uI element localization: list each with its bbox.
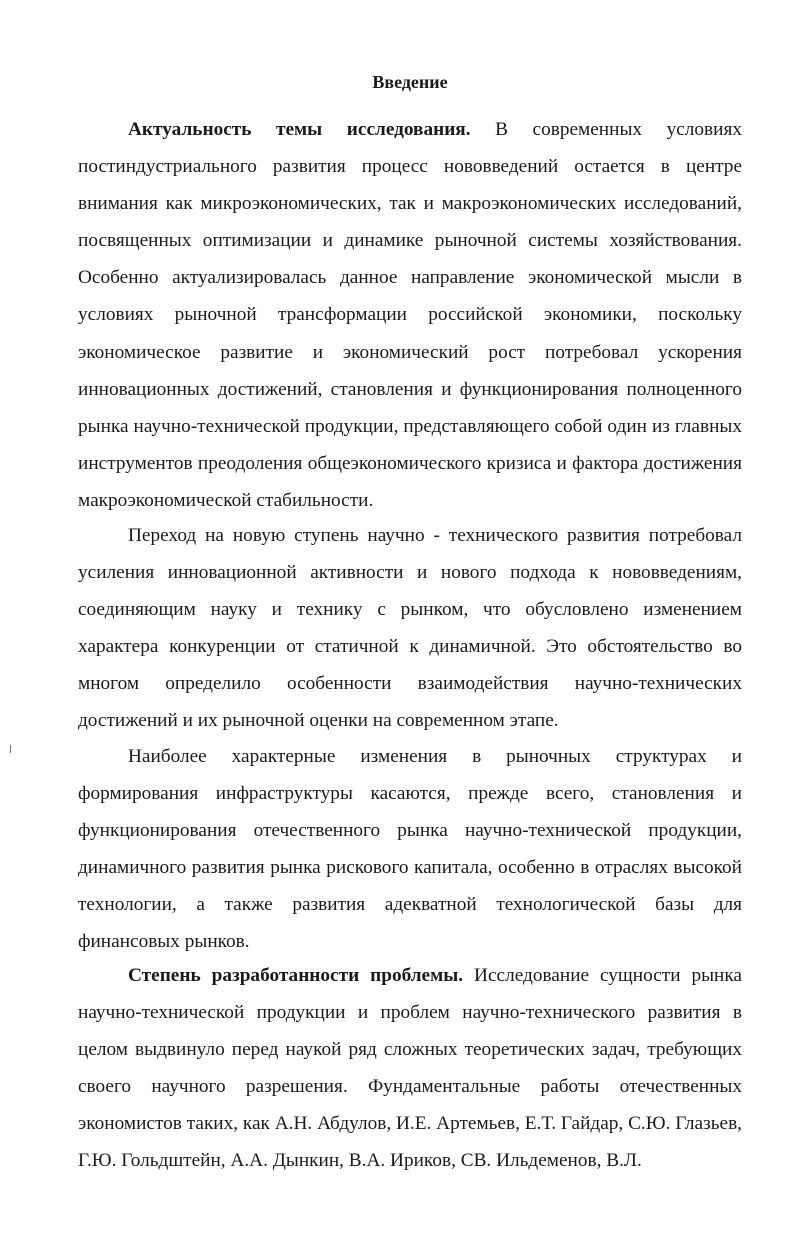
paragraph-relevance-lead: Актуальность темы исследования. — [128, 119, 471, 140]
paragraph-changes — [78, 738, 742, 961]
paragraph-relevance — [78, 111, 742, 519]
paragraph-transition-text: Переход на новую ступень научно - технического развития потребовал усиления инновационной активности и нового подхода к нововведениям, соединяющим науку и технику с рынком, что обусловлено изменением характера конкуренции от статичной к динамичной. Это обстоятельство во многом определило особенности взаимодействия научно-технических достижений и их рыночной оценки на современном этапе. — [78, 525, 742, 732]
paragraph-elaboration — [78, 957, 742, 1180]
page-title: Введение — [372, 72, 448, 92]
paragraph-changes-text: Наиболее характерные изменения в рыночных структурах и формирования инфраструктуры касаются, прежде всего, становления и функционирования отечественного рынка научно-технической продукции, динамичного развития рынка рискового капитала, особенно в отраслях высокой технологии, а также развития адекватной технологической базы для финансовых рынков. — [78, 746, 742, 953]
paragraph-relevance-text: В современных условиях постиндустриального развития процесс нововведений остается в центре внимания как микроэкономических, так и макроэкономических исследований, посвященных оптимизации и динамике рыночной системы хозяйствования. Особенно актуализировалась данное направление экономической мысли в условиях рыночной трансформации российской экономики, поскольку экономическое развитие и экономический рост потребовал ускорения инновационных достижений, становления и функционирования полноценного рынка научно-технической продукции, представляющего собой один из главных инструментов преодоления общеэкономического кризиса и фактора достижения макроэкономической стабильности. — [78, 119, 742, 511]
paragraph-transition — [78, 517, 742, 740]
paragraph-elaboration-lead: Степень разработанности проблемы. — [128, 965, 464, 986]
paragraph-elaboration-text: Исследование сущности рынка научно-технической продукции и проблем научно-технического развития в целом выдвинуло перед наукой ряд сложных теоретических задач, требующих своего научного разрешения. Фундаментальные работы отечественных экономистов таких, как А.Н. Абдулов, И.Е. Артемьев, Е.Т. Гайдар, С.Ю. Глазьев, Г.Ю. Гольдштейн, А.А. Дынкин, В.А. Ириков, СВ. Ильдеменов, В.Л. — [78, 965, 742, 1172]
scan-margin-mark — [10, 745, 11, 753]
